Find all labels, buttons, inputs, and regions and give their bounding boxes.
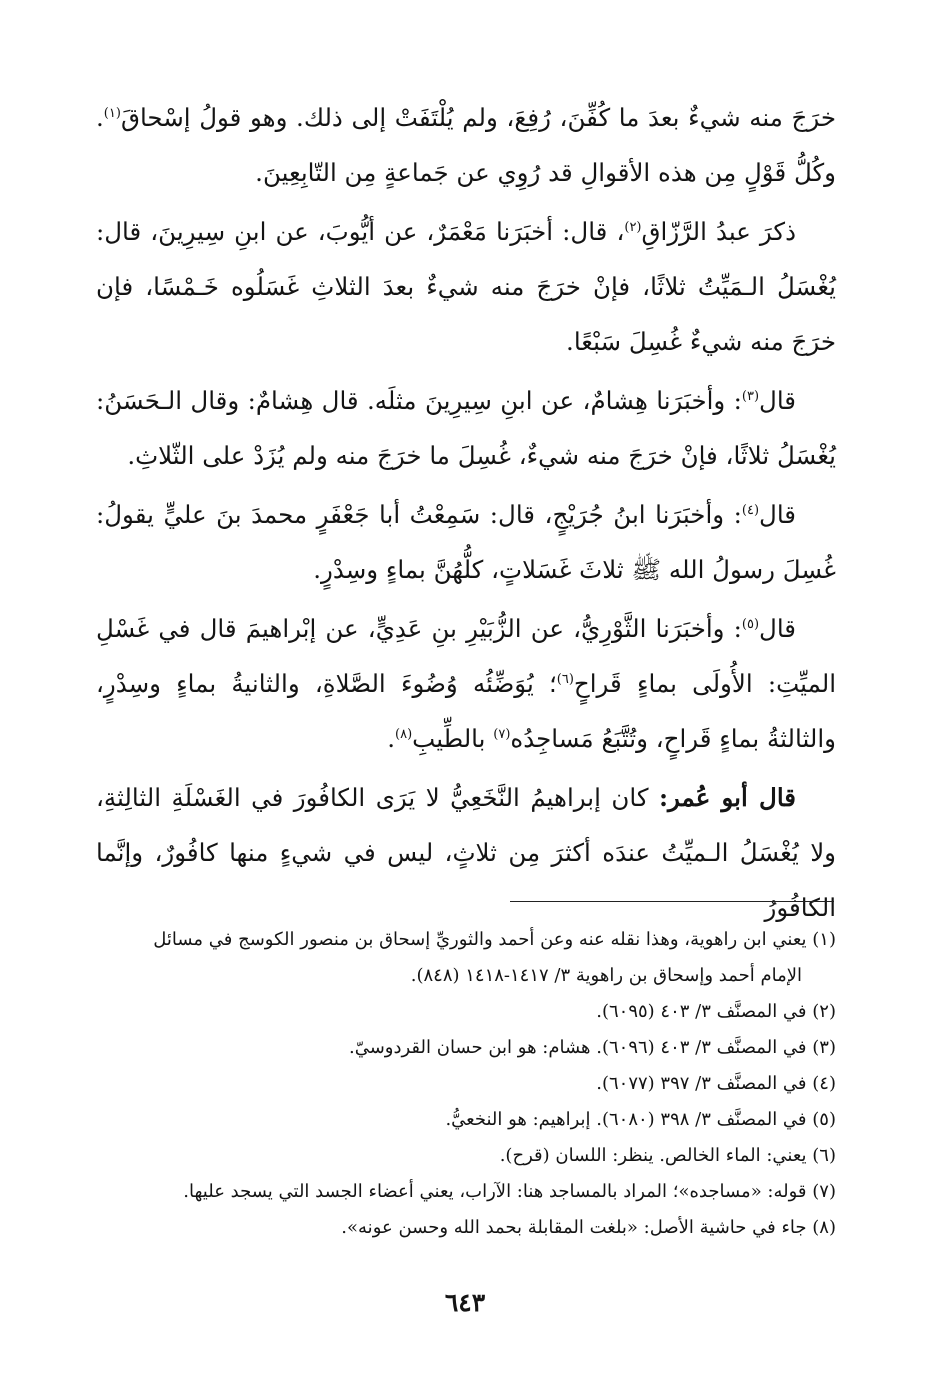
footnote-text: في المصنَّف ٣/ ٣٩٧ (٦٠٧٧).: [596, 1073, 807, 1094]
footnote-text: في المصنَّف ٣/ ٤٠٣ (٦٠٩٥).: [596, 1001, 807, 1022]
footnote-number: (١): [812, 929, 836, 950]
paragraph-text: ، قال: أخبَرَنا مَعْمَرٌ، عن أيُّوبَ، عن ابنِ سِيرِينَ، قال: يُغْسَلُ الـمَيِّتُ ثلاثًا، فإنْ خرَجَ منه شيءٌ بعدَ الثلاثِ غَسَلُوه خَـمْسًا، فإن خرَجَ منه شيءٌ غُسِلَ سَبْعًا.: [96, 217, 836, 356]
footnote-number: (٢): [812, 1001, 836, 1022]
paragraph-text: ؛ يُوَضِّئُه وُضُوءَ الصَّلاةِ، والثانيةُ بماءٍ وسِدْرٍ، والثالثةُ بماءٍ قَراحٍ، وتُتَّبَعُ مَساجِدُه: [96, 669, 836, 753]
footnote-ref: (٢): [624, 219, 642, 235]
footnote-ref: (٨): [395, 726, 413, 742]
paragraph-6: [96, 770, 836, 935]
paragraph-text: قال: [759, 614, 796, 643]
footnote-1: [96, 922, 836, 994]
paragraph-4: [96, 487, 836, 597]
paragraph-text: .: [387, 724, 396, 753]
footnote-4: [96, 1066, 836, 1102]
main-text: [96, 90, 836, 939]
footnote-text: قوله: «مساجده»؛ المراد بالمساجد هنا: الآراب، يعني أعضاء الجسد التي يسجد عليها.: [183, 1181, 807, 1202]
footnote-number: (٣): [812, 1037, 836, 1058]
footnote-6: [96, 1138, 836, 1174]
paragraph-text: بالطِّيبِ: [412, 724, 494, 753]
footnote-5: [96, 1102, 836, 1138]
paragraph-text: ذكرَ عبدُ الرَّزّاقِ: [641, 217, 796, 246]
footnote-number: (٤): [812, 1073, 836, 1094]
paragraph-text: قال: [759, 386, 796, 415]
paragraph-5: [96, 601, 836, 766]
footnote-text: جاء في حاشية الأصل: «بلغت المقابلة بحمد الله وحسن عونه».: [341, 1217, 807, 1238]
paragraph-text: خرَجَ منه شيءٌ بعدَ ما كُفِّنَ، رُفِعَ، ولم يُلْتَفَتْ إلى ذلك. وهو قولُ إسْحاقَ: [120, 103, 836, 132]
footnote-ref: (٣): [741, 388, 760, 404]
paragraph-1: [96, 90, 836, 200]
footnote-text: يعني: الماء الخالص. ينظر: اللسان (قرح).: [499, 1145, 807, 1166]
footnote-ref: (٥): [741, 616, 760, 632]
footnote-ref: (٤): [741, 502, 760, 518]
footnote-number: (٨): [812, 1217, 836, 1238]
footnote-7: [96, 1174, 836, 1210]
footnote-3: [96, 1030, 836, 1066]
footnote-number: (٥): [812, 1109, 836, 1130]
footnote-number: (٧): [812, 1181, 836, 1202]
footnote-ref: (٧): [493, 726, 511, 742]
footnote-text: في المصنَّف ٣/ ٤٠٣ (٦٠٩٦). هشام: هو ابن حسان القردوسيّ.: [348, 1037, 807, 1058]
paragraph-text: : وأخبَرَنا ابنُ جُرَيْجٍ، قال: سَمِعْتُ أبا جَعْفَرٍ محمدَ بنَ عليٍّ يقولُ: غُسِلَ رسولُ الله ﷺ ثلاثَ غَسَلاتٍ، كلُّهُنَّ بماءٍ وسِدْرٍ.: [96, 500, 836, 584]
footnote-8: [96, 1210, 836, 1246]
paragraph-2: [96, 204, 836, 369]
footnote-text: يعني ابن راهوية، وهذا نقله عنه وعن أحمد والثوريِّ إسحاق بن منصور الكوسج في مسائل: [153, 929, 807, 950]
paragraph-text: : وأخبَرَنا هِشامٌ، عن ابنِ سِيرِينَ مثلَه. قال هِشامٌ: وقال الـحَسَنُ: يُغْسَلُ ثلاثًا، فإنْ خرَجَ منه شيءٌ، غُسِلَ ما خرَجَ منه ولم يُزَدْ على الثّلاثِ.: [96, 386, 836, 470]
footnote-separator: [510, 901, 834, 902]
paragraph-text: قال: [759, 500, 796, 529]
footnotes: [96, 922, 836, 1246]
footnote-2: [96, 994, 836, 1030]
paragraph-3: [96, 373, 836, 483]
footnote-number: (٦): [812, 1145, 836, 1166]
speaker-label: قال أبو عُمر:: [658, 783, 796, 812]
paragraph-text: : وأخبَرَنا الثَّوْرِيُّ، عن الزُّبَيْرِ بنِ عَدِيٍّ، عن إبْراهيمَ قال في غَسْلِ الميِّتِ: الأُولَى بماءٍ قَراحٍ: [96, 614, 837, 698]
page-number: ٦٤٣: [444, 1288, 486, 1317]
paragraph-text: كان إبراهيمُ النَّخَعِيُّ لا يَرَى الكافُورَ في الغَسْلَةِ الثالِثةِ، ولا يُغْسَلُ الـميِّتُ عندَه أكثرَ مِن ثلاثٍ، ليس في شيءٍ منها كافُورٌ، وإنَّما الكافُورُ: [96, 783, 836, 922]
paragraph-text: . وكُلُّ قَوْلٍ مِن هذه الأقوالِ قد رُوِي عن جَماعةٍ مِن التّابِعِينَ.: [96, 103, 836, 187]
footnote-text: في المصنَّف ٣/ ٣٩٨ (٦٠٨٠). إبراهيم: هو النخعيُّ.: [445, 1109, 807, 1130]
footnote-ref: (١): [103, 105, 121, 121]
footnote-ref: (٦): [556, 671, 574, 687]
footnote-text-continued: الإمام أحمد وإسحاق بن راهوية ٣/ ١٤١٧-١٤١٨ (٨٤٨).: [410, 965, 802, 986]
